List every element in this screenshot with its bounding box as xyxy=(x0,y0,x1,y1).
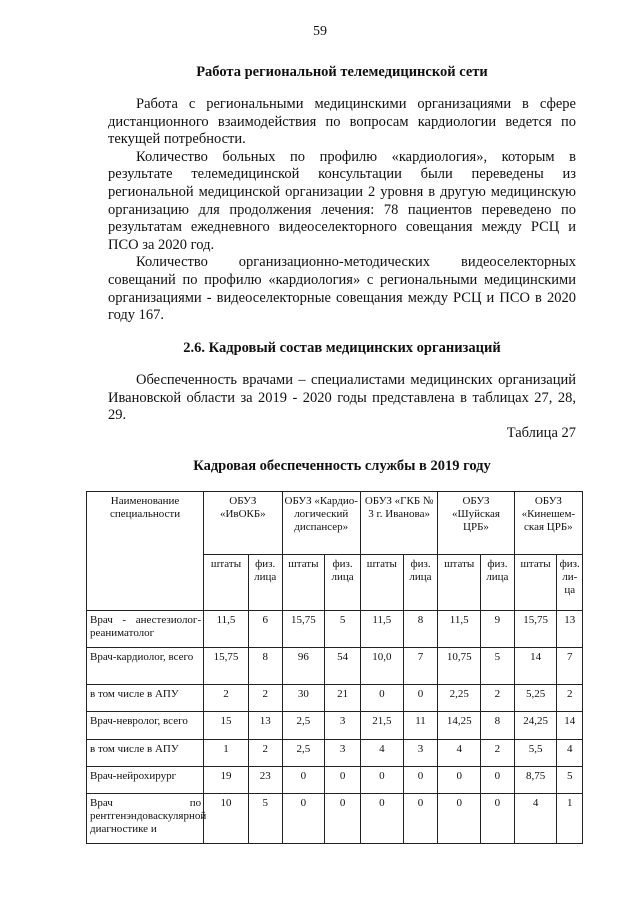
table-row xyxy=(87,767,583,794)
table-header-row xyxy=(87,492,583,555)
value-cell: 0 xyxy=(403,685,438,712)
subheader-cell: физ. лица xyxy=(325,555,361,611)
value-cell: 14 xyxy=(514,648,557,685)
value-cell: 0 xyxy=(403,767,438,794)
value-cell: 5 xyxy=(248,794,282,844)
subheader-cell: штаты xyxy=(514,555,557,611)
value-cell: 8,75 xyxy=(514,767,557,794)
subheader-cell: физ. лица xyxy=(248,555,282,611)
value-cell: 11,5 xyxy=(204,611,249,648)
table-label: Таблица 27 xyxy=(506,425,576,441)
value-cell: 0 xyxy=(325,794,361,844)
value-cell: 0 xyxy=(360,767,403,794)
table-row xyxy=(87,648,583,685)
value-cell: 4 xyxy=(360,740,403,767)
subheader-cell: штаты xyxy=(282,555,325,611)
subheader-cell: физ. лица xyxy=(403,555,438,611)
value-cell: 96 xyxy=(282,648,325,685)
value-cell: 4 xyxy=(557,740,583,767)
table-row xyxy=(87,685,583,712)
subheader-cell: штаты xyxy=(204,555,249,611)
value-cell: 2 xyxy=(481,685,515,712)
value-cell: 19 xyxy=(204,767,249,794)
value-cell: 21 xyxy=(325,685,361,712)
value-cell: 11,5 xyxy=(360,611,403,648)
table-title: Кадровая обеспеченность службы в 2019 году xyxy=(193,458,491,474)
value-cell: 2,25 xyxy=(438,685,481,712)
org-header: ОБУЗ «Кинешем-ская ЦРБ» xyxy=(514,492,582,555)
name-header: Наименование специальности xyxy=(87,492,204,611)
value-cell: 1 xyxy=(204,740,249,767)
value-cell: 0 xyxy=(481,794,515,844)
value-cell: 0 xyxy=(403,794,438,844)
value-cell: 0 xyxy=(282,767,325,794)
value-cell: 0 xyxy=(360,794,403,844)
value-cell: 14,25 xyxy=(438,712,481,740)
table-row xyxy=(87,794,583,844)
value-cell: 21,5 xyxy=(360,712,403,740)
value-cell: 4 xyxy=(514,794,557,844)
row-name-cell: Врач-невролог, всего xyxy=(87,712,204,740)
page-number: 59 xyxy=(313,24,327,39)
value-cell: 2,5 xyxy=(282,712,325,740)
value-cell: 8 xyxy=(481,712,515,740)
value-cell: 15,75 xyxy=(282,611,325,648)
paragraph: Количество больных по профилю «кардиология», которым в результате телемедицинской консультации были переведены из региональной медицинской организации 2 уровня в другую медицинскую организацию для продолжения лечения: 78 пациентов переведено по результатам ежедневного видеоселекторного совещания между РСЦ и ПСО за 2020 год. xyxy=(108,148,576,253)
org-header: ОБУЗ «ГКБ № 3 г. Иванова» xyxy=(360,492,437,555)
value-cell: 15,75 xyxy=(204,648,249,685)
value-cell: 3 xyxy=(403,740,438,767)
value-cell: 3 xyxy=(325,712,361,740)
section-title-telemedicine: Работа региональной телемедицинской сети xyxy=(196,64,488,80)
value-cell: 10,0 xyxy=(360,648,403,685)
value-cell: 2 xyxy=(557,685,583,712)
subheader-cell: физ. ли-ца xyxy=(557,555,583,611)
value-cell: 2 xyxy=(248,685,282,712)
value-cell: 8 xyxy=(403,611,438,648)
value-cell: 0 xyxy=(360,685,403,712)
value-cell: 0 xyxy=(282,794,325,844)
value-cell: 0 xyxy=(438,767,481,794)
org-header: ОБУЗ «ИвОКБ» xyxy=(204,492,282,555)
value-cell: 11 xyxy=(403,712,438,740)
value-cell: 13 xyxy=(248,712,282,740)
value-cell: 54 xyxy=(325,648,361,685)
row-name-cell: в том числе в АПУ xyxy=(87,740,204,767)
section-title-staff: 2.6. Кадровый состав медицинских организаций xyxy=(183,340,501,356)
value-cell: 10,75 xyxy=(438,648,481,685)
value-cell: 6 xyxy=(248,611,282,648)
row-name-cell: Врач-нейрохирург xyxy=(87,767,204,794)
value-cell: 23 xyxy=(248,767,282,794)
row-name-cell: Врач по рентгенэндоваскулярной диагностике и xyxy=(87,794,204,844)
value-cell: 11,5 xyxy=(438,611,481,648)
value-cell: 2,5 xyxy=(282,740,325,767)
subheader-cell: штаты xyxy=(438,555,481,611)
value-cell: 0 xyxy=(325,767,361,794)
value-cell: 7 xyxy=(403,648,438,685)
table-row xyxy=(87,611,583,648)
section-telemedicine-text xyxy=(108,96,576,325)
paragraph: Работа с региональными медицинскими организациями в сфере дистанционного взаимодействия по вопросам кардиологии ведется по текущей потребности. xyxy=(108,96,576,148)
value-cell: 5,25 xyxy=(514,685,557,712)
subheader-cell: физ. лица xyxy=(481,555,515,611)
table-row xyxy=(87,740,583,767)
value-cell: 5,5 xyxy=(514,740,557,767)
value-cell: 7 xyxy=(557,648,583,685)
value-cell: 15 xyxy=(204,712,249,740)
value-cell: 2 xyxy=(248,740,282,767)
value-cell: 0 xyxy=(481,767,515,794)
value-cell: 10 xyxy=(204,794,249,844)
value-cell: 30 xyxy=(282,685,325,712)
value-cell: 2 xyxy=(204,685,249,712)
value-cell: 5 xyxy=(481,648,515,685)
row-name-cell: Врач - анестезиолог-реаниматолог xyxy=(87,611,204,648)
org-header: ОБУЗ «Шуйская ЦРБ» xyxy=(438,492,514,555)
value-cell: 9 xyxy=(481,611,515,648)
paragraph: Обеспеченность врачами – специалистами медицинских организаций Ивановской области за 2019 - 2020 годы представлена в таблицах 27, 28, 29. xyxy=(108,372,576,424)
value-cell: 4 xyxy=(438,740,481,767)
staff-table xyxy=(86,491,583,844)
row-name-cell: в том числе в АПУ xyxy=(87,685,204,712)
row-name-cell: Врач-кардиолог, всего xyxy=(87,648,204,685)
value-cell: 5 xyxy=(557,767,583,794)
subheader-cell: штаты xyxy=(360,555,403,611)
value-cell: 2 xyxy=(481,740,515,767)
value-cell: 5 xyxy=(325,611,361,648)
value-cell: 1 xyxy=(557,794,583,844)
table-row xyxy=(87,712,583,740)
value-cell: 15,75 xyxy=(514,611,557,648)
org-header: ОБУЗ «Кардио-логический диспансер» xyxy=(282,492,360,555)
value-cell: 24,25 xyxy=(514,712,557,740)
value-cell: 14 xyxy=(557,712,583,740)
value-cell: 13 xyxy=(557,611,583,648)
value-cell: 3 xyxy=(325,740,361,767)
value-cell: 8 xyxy=(248,648,282,685)
paragraph: Количество организационно-методических видеоселекторных совещаний по профилю «кардиология» с региональными медицинскими организациями - видеоселекторные совещания между РСЦ и ПСО в 2020 году 167. xyxy=(108,254,576,324)
value-cell: 0 xyxy=(438,794,481,844)
section-staff-text xyxy=(108,372,576,425)
